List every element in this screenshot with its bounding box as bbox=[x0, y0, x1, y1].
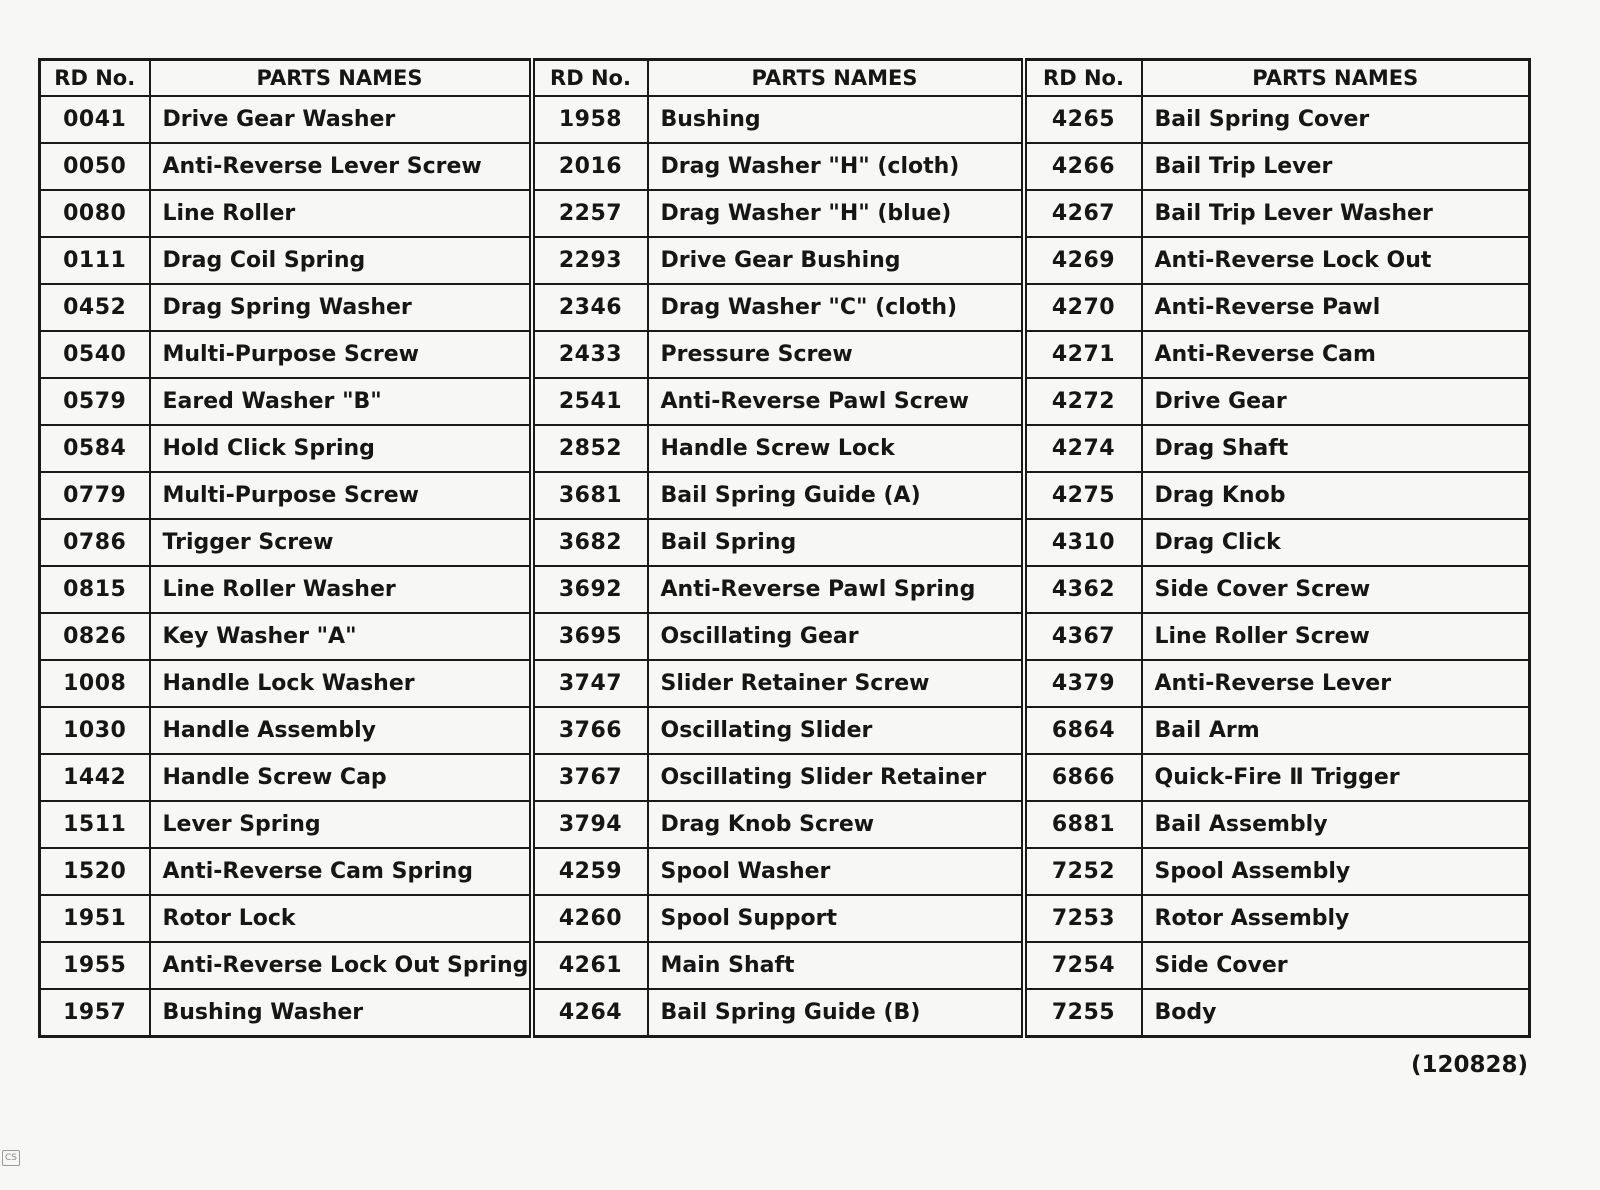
table-row bbox=[40, 754, 1530, 801]
part-name-cell: Multi-Purpose Screw bbox=[150, 472, 532, 519]
part-name-cell: Spool Support bbox=[648, 895, 1024, 942]
rd-number-cell: 4260 bbox=[532, 895, 648, 942]
table-row bbox=[40, 566, 1530, 613]
part-name-cell: Bail Spring Guide (B) bbox=[648, 989, 1024, 1037]
rd-number-cell: 4310 bbox=[1024, 519, 1142, 566]
corner-mark: CS bbox=[2, 1150, 20, 1166]
rd-number-cell: 4275 bbox=[1024, 472, 1142, 519]
rd-number-cell: 0584 bbox=[40, 425, 150, 472]
part-name-cell: Slider Retainer Screw bbox=[648, 660, 1024, 707]
rd-number-cell: 4272 bbox=[1024, 378, 1142, 425]
rd-number-cell: 4266 bbox=[1024, 143, 1142, 190]
table-row bbox=[40, 96, 1530, 143]
part-name-cell: Handle Screw Lock bbox=[648, 425, 1024, 472]
part-name-cell: Handle Screw Cap bbox=[150, 754, 532, 801]
table-row bbox=[40, 472, 1530, 519]
part-name-cell: Bail Spring Cover bbox=[1142, 96, 1530, 143]
part-name-cell: Body bbox=[1142, 989, 1530, 1037]
part-name-cell: Bail Arm bbox=[1142, 707, 1530, 754]
rd-number-cell: 6864 bbox=[1024, 707, 1142, 754]
part-name-cell: Drive Gear Bushing bbox=[648, 237, 1024, 284]
part-name-cell: Side Cover bbox=[1142, 942, 1530, 989]
rd-number-cell: 1511 bbox=[40, 801, 150, 848]
rd-number-cell: 4264 bbox=[532, 989, 648, 1037]
rd-number-cell: 2293 bbox=[532, 237, 648, 284]
rd-number-cell: 0540 bbox=[40, 331, 150, 378]
rd-number-cell: 0779 bbox=[40, 472, 150, 519]
rd-number-cell: 4362 bbox=[1024, 566, 1142, 613]
rd-number-cell: 1958 bbox=[532, 96, 648, 143]
rd-number-cell: 7255 bbox=[1024, 989, 1142, 1037]
part-name-cell: Anti-Reverse Lever Screw bbox=[150, 143, 532, 190]
table-row bbox=[40, 190, 1530, 237]
parts-names-header: PARTS NAMES bbox=[150, 60, 532, 97]
rd-number-cell: 4367 bbox=[1024, 613, 1142, 660]
rd-number-cell: 3747 bbox=[532, 660, 648, 707]
rd-number-cell: 3766 bbox=[532, 707, 648, 754]
rd-number-cell: 1957 bbox=[40, 989, 150, 1037]
part-name-cell: Line Roller Washer bbox=[150, 566, 532, 613]
rd-number-cell: 1955 bbox=[40, 942, 150, 989]
part-name-cell: Drive Gear bbox=[1142, 378, 1530, 425]
rd-number-cell: 0826 bbox=[40, 613, 150, 660]
rd-number-cell: 2852 bbox=[532, 425, 648, 472]
part-name-cell: Anti-Reverse Pawl Screw bbox=[648, 378, 1024, 425]
table-row bbox=[40, 331, 1530, 378]
part-name-cell: Drag Spring Washer bbox=[150, 284, 532, 331]
table-row bbox=[40, 237, 1530, 284]
part-name-cell: Spool Washer bbox=[648, 848, 1024, 895]
part-name-cell: Rotor Assembly bbox=[1142, 895, 1530, 942]
part-name-cell: Anti-Reverse Lock Out Spring bbox=[150, 942, 532, 989]
rd-number-cell: 4259 bbox=[532, 848, 648, 895]
rd-number-cell: 3695 bbox=[532, 613, 648, 660]
rd-number-cell: 2257 bbox=[532, 190, 648, 237]
table-row bbox=[40, 284, 1530, 331]
rd-no-header: RD No. bbox=[40, 60, 150, 97]
document-code: (120828) bbox=[1410, 1052, 1528, 1078]
rd-number-cell: 3794 bbox=[532, 801, 648, 848]
rd-number-cell: 2346 bbox=[532, 284, 648, 331]
part-name-cell: Anti-Reverse Cam bbox=[1142, 331, 1530, 378]
table-row bbox=[40, 895, 1530, 942]
part-name-cell: Line Roller Screw bbox=[1142, 613, 1530, 660]
rd-number-cell: 1442 bbox=[40, 754, 150, 801]
part-name-cell: Main Shaft bbox=[648, 942, 1024, 989]
parts-table-body bbox=[40, 96, 1530, 1037]
part-name-cell: Drag Knob bbox=[1142, 472, 1530, 519]
table-row bbox=[40, 942, 1530, 989]
rd-number-cell: 1951 bbox=[40, 895, 150, 942]
part-name-cell: Drag Washer "C" (cloth) bbox=[648, 284, 1024, 331]
part-name-cell: Multi-Purpose Screw bbox=[150, 331, 532, 378]
table-row bbox=[40, 660, 1530, 707]
table-row bbox=[40, 425, 1530, 472]
parts-names-header: PARTS NAMES bbox=[648, 60, 1024, 97]
part-name-cell: Spool Assembly bbox=[1142, 848, 1530, 895]
part-name-cell: Rotor Lock bbox=[150, 895, 532, 942]
part-name-cell: Handle Assembly bbox=[150, 707, 532, 754]
rd-number-cell: 3681 bbox=[532, 472, 648, 519]
rd-number-cell: 4267 bbox=[1024, 190, 1142, 237]
part-name-cell: Anti-Reverse Lever bbox=[1142, 660, 1530, 707]
part-name-cell: Line Roller bbox=[150, 190, 532, 237]
part-name-cell: Oscillating Slider Retainer bbox=[648, 754, 1024, 801]
part-name-cell: Drag Washer "H" (blue) bbox=[648, 190, 1024, 237]
rd-number-cell: 2433 bbox=[532, 331, 648, 378]
rd-number-cell: 3767 bbox=[532, 754, 648, 801]
table-row bbox=[40, 519, 1530, 566]
part-name-cell: Trigger Screw bbox=[150, 519, 532, 566]
part-name-cell: Anti-Reverse Lock Out bbox=[1142, 237, 1530, 284]
part-name-cell: Drag Washer "H" (cloth) bbox=[648, 143, 1024, 190]
part-name-cell: Drag Shaft bbox=[1142, 425, 1530, 472]
part-name-cell: Quick-Fire Ⅱ Trigger bbox=[1142, 754, 1530, 801]
table-row bbox=[40, 143, 1530, 190]
part-name-cell: Pressure Screw bbox=[648, 331, 1024, 378]
part-name-cell: Oscillating Gear bbox=[648, 613, 1024, 660]
parts-names-header: PARTS NAMES bbox=[1142, 60, 1530, 97]
part-name-cell: Bushing bbox=[648, 96, 1024, 143]
rd-number-cell: 0050 bbox=[40, 143, 150, 190]
rd-number-cell: 1030 bbox=[40, 707, 150, 754]
table-row bbox=[40, 707, 1530, 754]
rd-number-cell: 4270 bbox=[1024, 284, 1142, 331]
rd-number-cell: 0815 bbox=[40, 566, 150, 613]
part-name-cell: Lever Spring bbox=[150, 801, 532, 848]
part-name-cell: Anti-Reverse Cam Spring bbox=[150, 848, 532, 895]
parts-list-sheet bbox=[38, 58, 1528, 1038]
table-row bbox=[40, 848, 1530, 895]
rd-no-header: RD No. bbox=[532, 60, 648, 97]
part-name-cell: Bail Assembly bbox=[1142, 801, 1530, 848]
part-name-cell: Eared Washer "B" bbox=[150, 378, 532, 425]
rd-number-cell: 4271 bbox=[1024, 331, 1142, 378]
part-name-cell: Anti-Reverse Pawl Spring bbox=[648, 566, 1024, 613]
rd-number-cell: 4265 bbox=[1024, 96, 1142, 143]
rd-number-cell: 7254 bbox=[1024, 942, 1142, 989]
rd-number-cell: 6866 bbox=[1024, 754, 1142, 801]
rd-number-cell: 3692 bbox=[532, 566, 648, 613]
table-row bbox=[40, 378, 1530, 425]
part-name-cell: Drag Knob Screw bbox=[648, 801, 1024, 848]
rd-number-cell: 0041 bbox=[40, 96, 150, 143]
part-name-cell: Key Washer "A" bbox=[150, 613, 532, 660]
rd-number-cell: 1008 bbox=[40, 660, 150, 707]
rd-number-cell: 4269 bbox=[1024, 237, 1142, 284]
part-name-cell: Bail Spring Guide (A) bbox=[648, 472, 1024, 519]
part-name-cell: Drag Click bbox=[1142, 519, 1530, 566]
part-name-cell: Anti-Reverse Pawl bbox=[1142, 284, 1530, 331]
rd-number-cell: 2016 bbox=[532, 143, 648, 190]
part-name-cell: Drag Coil Spring bbox=[150, 237, 532, 284]
rd-number-cell: 3682 bbox=[532, 519, 648, 566]
rd-number-cell: 4261 bbox=[532, 942, 648, 989]
rd-number-cell: 7253 bbox=[1024, 895, 1142, 942]
rd-no-header: RD No. bbox=[1024, 60, 1142, 97]
rd-number-cell: 0080 bbox=[40, 190, 150, 237]
table-header-row bbox=[40, 60, 1530, 97]
rd-number-cell: 6881 bbox=[1024, 801, 1142, 848]
part-name-cell: Drive Gear Washer bbox=[150, 96, 532, 143]
part-name-cell: Bushing Washer bbox=[150, 989, 532, 1037]
rd-number-cell: 0452 bbox=[40, 284, 150, 331]
part-name-cell: Bail Spring bbox=[648, 519, 1024, 566]
rd-number-cell: 2541 bbox=[532, 378, 648, 425]
table-row bbox=[40, 613, 1530, 660]
part-name-cell: Bail Trip Lever bbox=[1142, 143, 1530, 190]
table-row bbox=[40, 989, 1530, 1037]
rd-number-cell: 0111 bbox=[40, 237, 150, 284]
part-name-cell: Hold Click Spring bbox=[150, 425, 532, 472]
part-name-cell: Side Cover Screw bbox=[1142, 566, 1530, 613]
parts-table bbox=[38, 58, 1531, 1038]
part-name-cell: Bail Trip Lever Washer bbox=[1142, 190, 1530, 237]
table-row bbox=[40, 801, 1530, 848]
rd-number-cell: 1520 bbox=[40, 848, 150, 895]
part-name-cell: Oscillating Slider bbox=[648, 707, 1024, 754]
rd-number-cell: 4274 bbox=[1024, 425, 1142, 472]
rd-number-cell: 0786 bbox=[40, 519, 150, 566]
part-name-cell: Handle Lock Washer bbox=[150, 660, 532, 707]
rd-number-cell: 0579 bbox=[40, 378, 150, 425]
rd-number-cell: 4379 bbox=[1024, 660, 1142, 707]
rd-number-cell: 7252 bbox=[1024, 848, 1142, 895]
